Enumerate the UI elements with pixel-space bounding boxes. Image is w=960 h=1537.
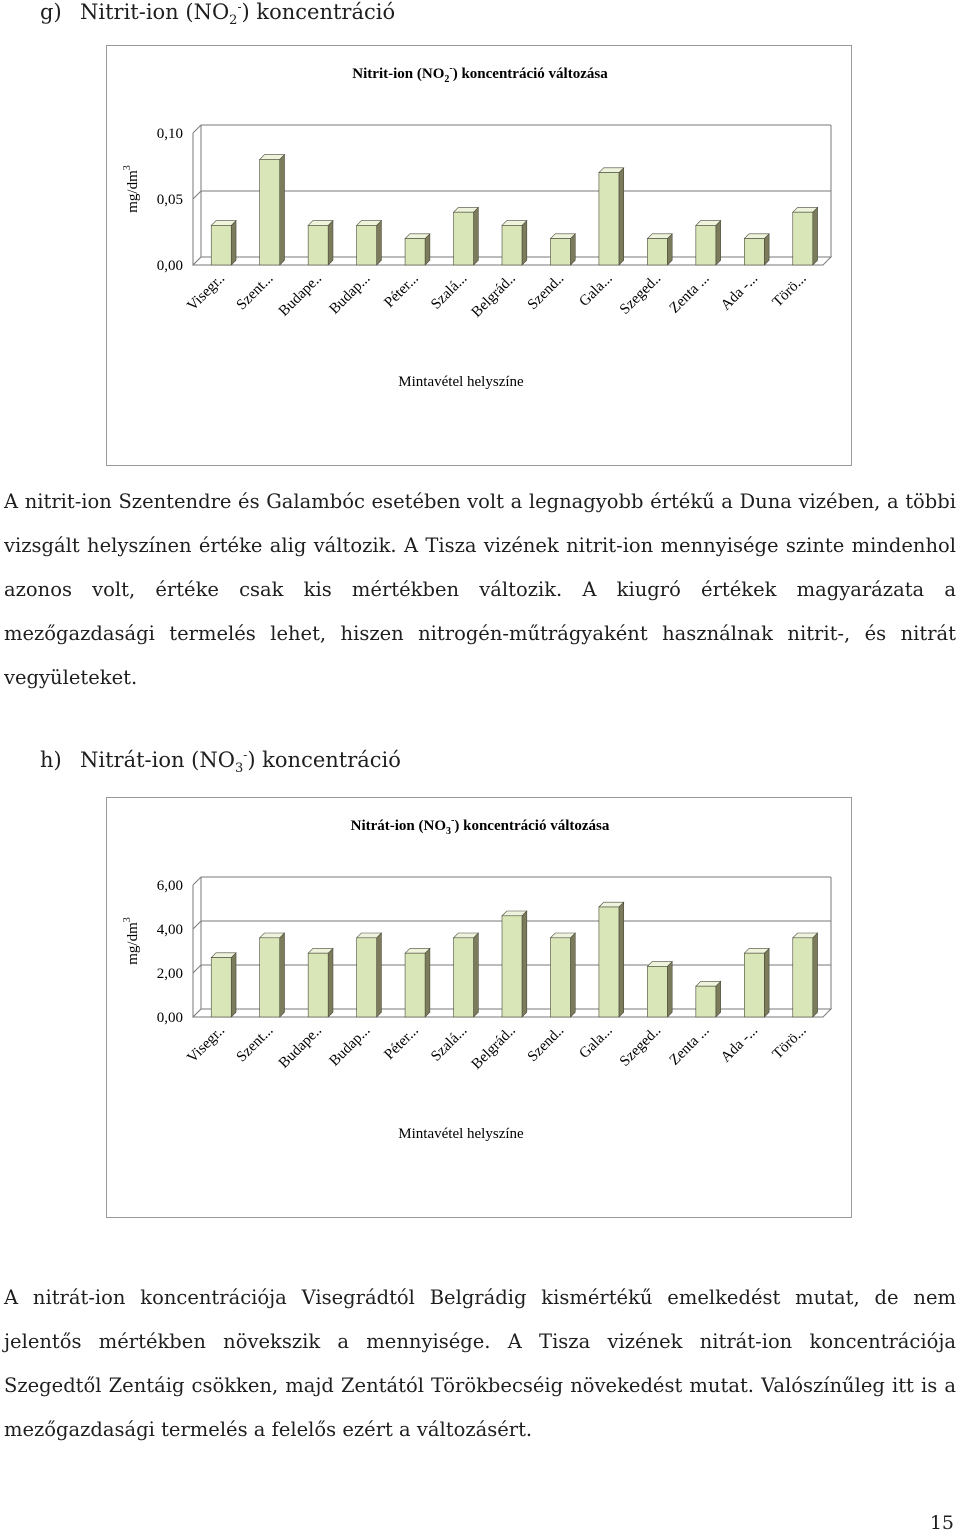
- section-heading-nitrate: [40, 748, 401, 776]
- bar: [647, 962, 672, 1017]
- bar-top: [308, 948, 333, 953]
- x-category-label: Szent...: [233, 1022, 277, 1066]
- x-category-label: Törö...: [769, 1022, 810, 1063]
- bar: [211, 953, 236, 1017]
- bar: [211, 221, 236, 265]
- x-category-label: Visegr..: [184, 270, 229, 315]
- bars: [211, 155, 817, 265]
- x-axis-title: Mintavétel helyszíne: [398, 1126, 524, 1142]
- y-tick-label: 0,05: [156, 192, 183, 208]
- x-category-label: Péter...: [381, 1022, 422, 1063]
- bar-side: [328, 221, 333, 265]
- bar-top: [405, 948, 430, 953]
- bar-side: [231, 953, 236, 1017]
- bar: [599, 168, 624, 265]
- bar-top: [599, 902, 624, 907]
- bar-side: [425, 234, 430, 265]
- bar: [454, 207, 479, 265]
- bar-top: [405, 234, 430, 239]
- heading-sub: 3: [234, 761, 244, 777]
- nitrate-chart-svg: [107, 798, 853, 1219]
- bar-front: [308, 225, 328, 265]
- bar-side: [667, 962, 672, 1017]
- bar-side: [328, 948, 333, 1017]
- bar-top: [696, 981, 721, 986]
- heading-sub: 2: [229, 13, 238, 29]
- bar: [696, 221, 721, 265]
- heading-rest: ) koncentráció: [247, 748, 401, 772]
- x-category-label: Szalá...: [428, 1022, 471, 1065]
- bar: [405, 234, 430, 265]
- section-heading-nitrite: [40, 0, 395, 28]
- bar-top: [260, 155, 285, 160]
- gridline-diagonal: [193, 191, 201, 199]
- x-category-label: Zenta ...: [666, 1022, 713, 1069]
- bar-front: [454, 212, 474, 265]
- bar-side: [570, 933, 575, 1017]
- bar-top: [357, 933, 382, 938]
- bar-front: [744, 239, 764, 265]
- bar: [260, 155, 285, 265]
- bar-side: [570, 234, 575, 265]
- heading-letter: h): [40, 748, 62, 772]
- bar-side: [813, 933, 818, 1017]
- bar-side: [716, 981, 721, 1017]
- x-category-label: Törö...: [769, 270, 810, 311]
- nitrite-paragraph: A nitrit-ion Szentendre és Galambóc esetében volt a legnagyobb értékű a Duna vizében, a többi vizsgált helyszínen értéke alig változik. A Tisza vizének nitrit-ion mennyisége szinte mindenhol azonos volt, értéke csak kis mértékben változik. A kiugró értékek magyarázata a mezőgazdasági termelés lehet, hiszen nitrogén-műtrágyaként használnak nitrit-, és nitrát vegyületeket.: [4, 490, 956, 689]
- bar-top: [454, 933, 479, 938]
- bar: [793, 933, 818, 1017]
- bar-front: [211, 958, 231, 1017]
- bar-front: [357, 225, 377, 265]
- x-category-label: Ada -...: [718, 1022, 762, 1066]
- y-tick-label: 4,00: [156, 922, 183, 938]
- bar-top: [211, 953, 236, 958]
- bar-top: [744, 234, 769, 239]
- x-category-label: Szeged..: [616, 270, 665, 318]
- nitrite-chart: [106, 45, 852, 466]
- nitrate-chart: [106, 797, 852, 1218]
- bar-side: [716, 221, 721, 265]
- bar: [357, 933, 382, 1017]
- bar-front: [211, 225, 231, 265]
- bar: [696, 981, 721, 1017]
- bar-front: [793, 938, 813, 1017]
- y-axis-title: $mg/dm^3$: [122, 165, 141, 213]
- gridline-diagonal: [193, 921, 201, 929]
- bar-side: [474, 933, 479, 1017]
- bar-side: [619, 902, 624, 1017]
- x-category-label: Szalá...: [428, 270, 471, 313]
- bar-front: [502, 916, 522, 1017]
- bar-top: [647, 962, 672, 967]
- heading-letter: g): [40, 0, 62, 24]
- bar-side: [813, 207, 818, 265]
- bar-top: [211, 221, 236, 226]
- y-tick-label: 0,00: [156, 1010, 183, 1026]
- bar-front: [454, 938, 474, 1017]
- x-category-label: Belgrád..: [468, 1022, 519, 1073]
- x-category-label: Visegr..: [184, 1022, 229, 1067]
- bar-top: [454, 207, 479, 212]
- bar-top: [550, 933, 575, 938]
- bar-front: [599, 907, 619, 1017]
- bar-front: [696, 986, 716, 1017]
- y-tick-label: 0,00: [156, 258, 183, 274]
- bar-side: [280, 155, 285, 265]
- nitrate-paragraph: A nitrát-ion koncentrációja Visegrádtól Belgrádig kismértékű emelkedést mutat, de nem jelentős mértékben növekszik a mennyisége. A Tisza vizének nitrát-ion koncentrációja Szegedtől Zentáig csökken, majd Zentától Törökbecséig növekedést mutat. Valószínűleg itt is a mezőgazdasági termelés a felelős ezért a változásért.: [4, 1286, 956, 1441]
- bar-front: [550, 239, 570, 265]
- x-category-label: Szent...: [233, 270, 277, 314]
- bar: [308, 221, 333, 265]
- x-category-label: Gala...: [576, 270, 616, 310]
- y-axis-title: $mg/dm^3$: [122, 917, 141, 965]
- bar: [454, 933, 479, 1017]
- heading-text: Nitrát-ion (NO: [80, 748, 235, 772]
- bar-side: [474, 207, 479, 265]
- bar: [308, 948, 333, 1017]
- heading-rest: ) koncentráció: [241, 0, 396, 24]
- bar-front: [744, 953, 764, 1017]
- x-category-label: Budape..: [275, 270, 325, 320]
- bar-top: [599, 168, 624, 173]
- y-tick-label: 0,10: [156, 126, 183, 142]
- bar-front: [308, 953, 328, 1017]
- x-category-label: Budape..: [275, 1022, 325, 1072]
- heading-sup: -: [237, 0, 242, 14]
- bar: [599, 902, 624, 1017]
- x-category-label: Szeged..: [616, 1022, 665, 1070]
- x-category-label: Belgrád..: [468, 270, 519, 321]
- bar-front: [696, 225, 716, 265]
- bar: [260, 933, 285, 1017]
- bar-side: [522, 911, 527, 1017]
- bar-side: [377, 933, 382, 1017]
- bar: [405, 948, 430, 1017]
- bar-front: [405, 239, 425, 265]
- bar-top: [793, 207, 818, 212]
- bar-top: [502, 911, 527, 916]
- bar-front: [793, 212, 813, 265]
- x-axis-title: Mintavétel helyszíne: [398, 374, 524, 390]
- bar-front: [647, 239, 667, 265]
- bar-front: [502, 225, 522, 265]
- y-tick-label: 2,00: [156, 966, 183, 982]
- bar-top: [357, 221, 382, 226]
- chart-title: Nitrit-ion $(NO_2^-)$ koncentráció változása: [352, 63, 608, 85]
- x-category-label: Péter...: [381, 270, 422, 311]
- bar-top: [502, 221, 527, 226]
- x-category-label: Szend..: [524, 270, 568, 314]
- bar-side: [667, 234, 672, 265]
- gridline-diagonal: [193, 125, 201, 133]
- chart-title: Nitrát-ion $(NO_3^-)$ koncentráció változása: [350, 815, 610, 837]
- bar-top: [696, 221, 721, 226]
- bars: [211, 902, 817, 1017]
- bar-top: [793, 933, 818, 938]
- bar: [502, 221, 527, 265]
- bar: [744, 234, 769, 265]
- bar-front: [647, 966, 667, 1017]
- bar-side: [231, 221, 236, 265]
- bar: [793, 207, 818, 265]
- x-category-label: Ada -...: [718, 270, 762, 314]
- x-category-label: Budap...: [326, 270, 374, 318]
- page-number: 15: [929, 1512, 954, 1534]
- bar-front: [405, 953, 425, 1017]
- x-category-label: Szend..: [524, 1022, 568, 1066]
- nitrite-chart-svg: [107, 46, 853, 467]
- heading-text: Nitrit-ion (NO: [80, 0, 230, 24]
- bar-top: [744, 948, 769, 953]
- bar-side: [425, 948, 430, 1017]
- x-category-label: Zenta ...: [666, 270, 713, 317]
- bar-top: [647, 234, 672, 239]
- bar: [502, 911, 527, 1017]
- bar-side: [619, 168, 624, 265]
- bar-side: [764, 948, 769, 1017]
- gridline-diagonal: [193, 877, 201, 885]
- heading-sup: -: [243, 748, 248, 762]
- bar-top: [550, 234, 575, 239]
- bar: [357, 221, 382, 265]
- bar: [744, 948, 769, 1017]
- bar-top: [260, 933, 285, 938]
- bar-front: [357, 938, 377, 1017]
- bar: [550, 234, 575, 265]
- bar: [647, 234, 672, 265]
- bar-side: [522, 221, 527, 265]
- bar-front: [260, 938, 280, 1017]
- bar-side: [764, 234, 769, 265]
- bar-front: [260, 159, 280, 265]
- bar-front: [550, 938, 570, 1017]
- x-category-label: Budap...: [326, 1022, 374, 1070]
- bar-side: [280, 933, 285, 1017]
- bar-top: [308, 221, 333, 226]
- bar: [550, 933, 575, 1017]
- y-tick-label: 6,00: [156, 878, 183, 894]
- bar-side: [377, 221, 382, 265]
- bar-front: [599, 173, 619, 265]
- x-category-label: Gala...: [576, 1022, 616, 1062]
- gridline-diagonal: [193, 965, 201, 973]
